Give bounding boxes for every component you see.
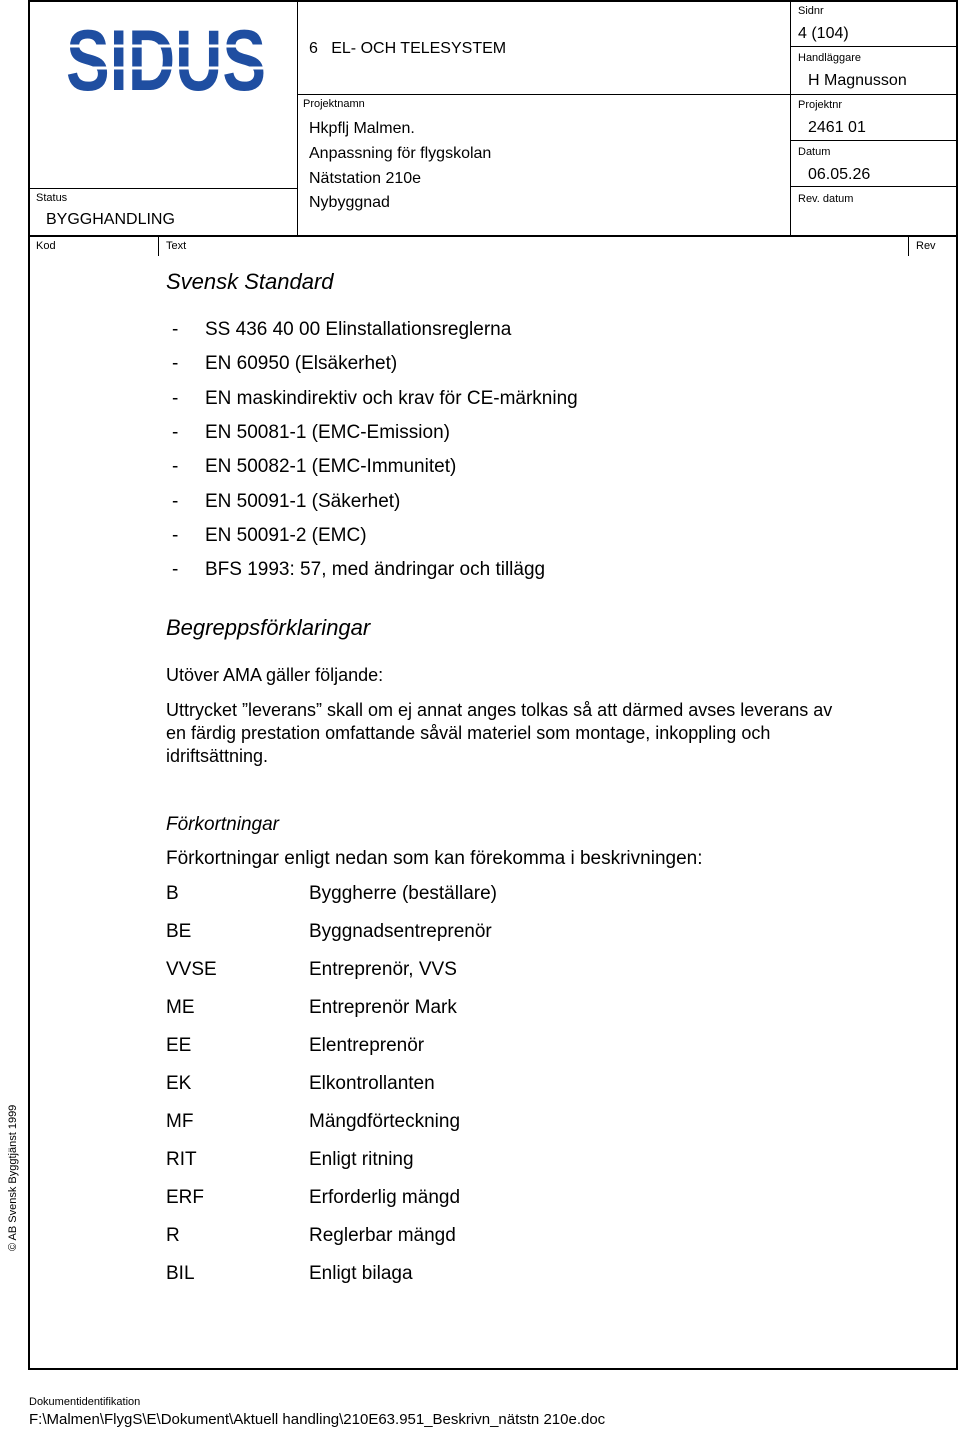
abbreviation-meaning: Byggherre (beställare) [309,883,497,904]
abbreviation-meaning: Mängdförteckning [309,1111,461,1132]
header-line-status [28,188,297,189]
list-item: BFS 1993: 57, med ändringar och tillägg [205,559,546,580]
chapter-title: 6 EL- OCH TELESYSTEM [309,40,507,57]
list-bullet: - [172,456,179,477]
kod-column-divider [158,236,159,256]
rev-column-divider [908,236,909,256]
datum-value: 06.05.26 [808,166,871,183]
abbreviation-code: ERF [166,1187,204,1208]
copyright-notice: © AB Svensk Byggtjänst 1999 [7,1104,19,1251]
section2-paragraph: Uttrycket ”leverans” skall om ej annat anges tolkas så att därmed avses leverans av en färdig prestation omfattande såväl materiel som montage, inkoppling och idriftsättning. [166,700,833,766]
logo-text: SIDUS [66,16,266,98]
projektnamn-label: Projektnamn [303,98,365,110]
text-label: Text [166,240,187,252]
header-divider-right [790,0,791,236]
list-item: SS 436 40 00 Elinstallationsreglerna [205,319,512,340]
status-label: Status [36,192,68,204]
list-bullet: - [172,388,179,409]
header-line-projektnamn [297,94,958,95]
abbreviation-meaning: Enligt ritning [309,1149,414,1170]
section-title-begreppsforklaringar: Begreppsförklaringar [166,615,371,640]
projektnr-label: Projektnr [798,99,843,111]
abbreviation-meaning: Elentreprenör [309,1035,425,1056]
datum-label: Datum [798,146,831,158]
abbreviation-code: EE [166,1035,192,1056]
rev-label: Rev [916,240,936,252]
projektnamn-line-4: Nybyggnad [309,194,390,211]
sidus-logo [64,16,268,98]
sidnr-value: 4 (104) [798,25,849,42]
abbreviation-meaning: Enligt bilaga [309,1263,413,1284]
kod-label: Kod [36,240,56,252]
projektnamn-line-3: Nätstation 210e [309,170,422,187]
projektnamn-line-2: Anpassning för flygskolan [309,145,492,162]
header-bottom-line [28,235,958,237]
list-item: EN 50091-1 (Säkerhet) [205,491,401,512]
section-title-forkortningar: Förkortningar [166,814,279,835]
projektnr-value: 2461 01 [808,119,866,136]
abbreviation-code: ME [166,997,195,1018]
status-value: BYGGHANDLING [46,211,175,228]
handlaggare-value: H Magnusson [808,72,907,89]
list-item: EN 50081-1 (EMC-Emission) [205,422,450,443]
list-item: EN 50082-1 (EMC-Immunitet) [205,456,457,477]
revdatum-label: Rev. datum [798,193,854,205]
list-bullet: - [172,422,179,443]
abbreviation-code: R [166,1225,180,1246]
abbreviation-meaning: Erforderlig mängd [309,1187,461,1208]
header-line-sidnr [790,46,958,47]
abbreviation-meaning: Entreprenör, VVS [309,959,457,980]
section3-intro: Förkortningar enligt nedan som kan förekomma i beskrivningen: [166,848,703,869]
section-title-svensk-standard: Svensk Standard [166,269,334,294]
header-divider-logo [297,0,298,236]
list-bullet: - [172,525,179,546]
list-bullet: - [172,491,179,512]
abbreviation-code: VVSE [166,959,217,980]
abbreviation-code: RIT [166,1149,197,1170]
abbreviation-meaning: Elkontrollanten [309,1073,435,1094]
list-bullet: - [172,319,179,340]
header-line-datum [790,186,958,187]
doc-id-value: F:\Malmen\FlygS\E\Dokument\Aktuell handling\210E63.951_Beskrivn_nätstn 210e.doc [29,1411,606,1428]
abbreviation-meaning: Entreprenör Mark [309,997,457,1018]
abbreviation-meaning: Reglerbar mängd [309,1225,456,1246]
list-item: EN 50091-2 (EMC) [205,525,367,546]
header-line-projektnr [790,140,958,141]
projektnamn-line-1: Hkpflj Malmen. [309,120,415,137]
abbreviation-code: EK [166,1073,192,1094]
list-item: EN maskindirektiv och krav för CE-märkning [205,388,578,409]
abbreviation-code: BE [166,921,192,942]
section2-intro: Utöver AMA gäller följande: [166,665,384,685]
list-item: EN 60950 (Elsäkerhet) [205,353,398,374]
handlaggare-label: Handläggare [798,52,861,64]
abbreviation-code: B [166,883,179,904]
sidnr-label: Sidnr [798,5,824,17]
abbreviation-meaning: Byggnadsentreprenör [309,921,492,942]
abbreviation-code: MF [166,1111,194,1132]
list-bullet: - [172,559,179,580]
abbreviation-code: BIL [166,1263,195,1284]
doc-id-label: Dokumentidentifikation [29,1396,141,1408]
list-bullet: - [172,353,179,374]
